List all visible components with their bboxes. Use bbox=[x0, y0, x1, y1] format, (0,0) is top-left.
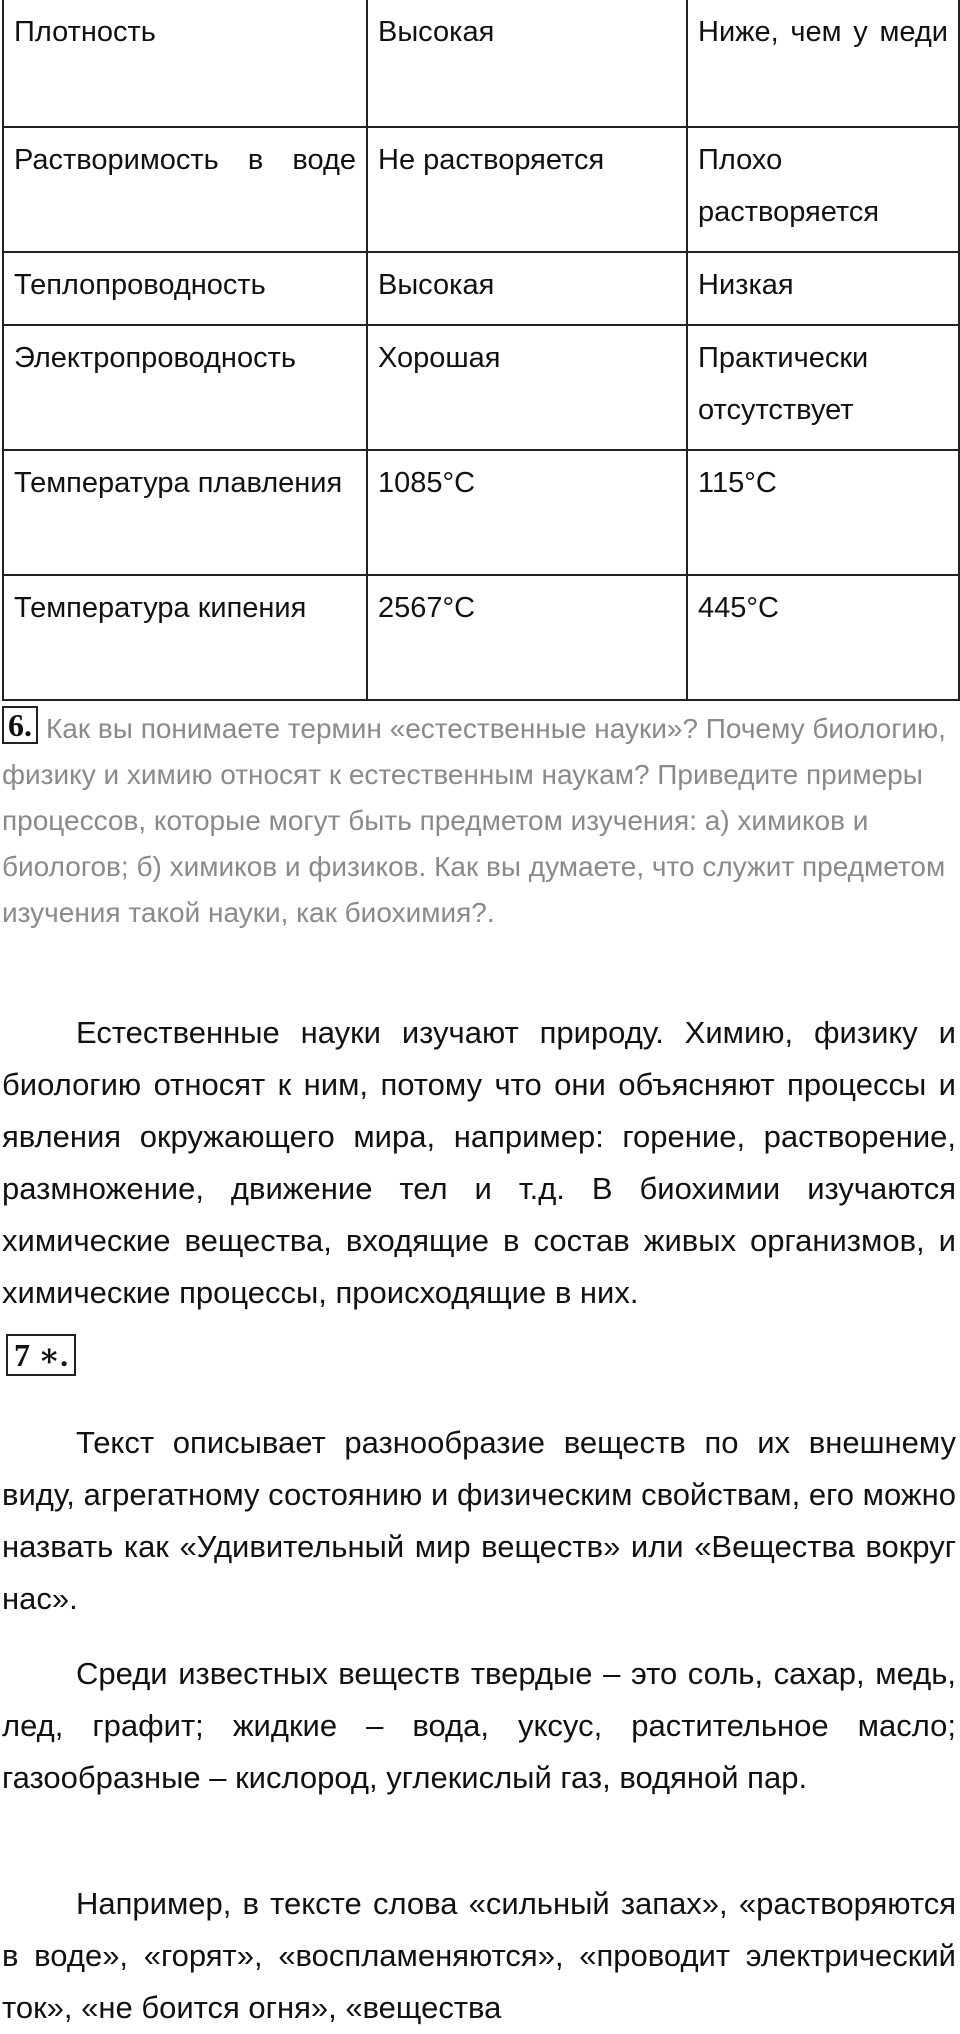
answer-paragraph: Например, в тексте слова «сильный запах», «растворяются в воде», «горят», «воспламеняются», «проводит электрический ток», «не боится огня», «вещества bbox=[2, 1886, 956, 2025]
table-row bbox=[3, 450, 959, 575]
table-cell-value-b: Плохо растворяется bbox=[687, 127, 959, 252]
table-cell-property: Температура кипения bbox=[3, 575, 367, 700]
table-row bbox=[3, 575, 959, 700]
question-text: Как вы понимаете термин «естественные науки»? Почему биологию, физику и химию относят к естественным наукам? Приведите примеры процессов, которые могут быть предметом изучения: а) химиков и биологов; б) химиков и физиков. Как вы думаете, что служит предметом изучения такой науки, как биохимия?. bbox=[2, 713, 946, 928]
table-cell-property: Электропроводность bbox=[3, 325, 367, 450]
table-cell-value-b: Практически отсутствует bbox=[687, 325, 959, 450]
question-number-box: 6. bbox=[2, 706, 38, 744]
table-cell-value-b: 445°С bbox=[687, 575, 959, 700]
answer-paragraph: Среди известных веществ твердые – это соль, сахар, медь, лед, графит; жидкие – вода, уксус, растительное масло; газообразные – кислород, углекислый газ, водяной пар. bbox=[2, 1656, 956, 1795]
table-row bbox=[3, 127, 959, 252]
table-cell-value-a: Высокая bbox=[367, 0, 687, 127]
table-cell-value-b: Ниже, чем у меди bbox=[687, 0, 959, 127]
table-cell-value-a: 2567°С bbox=[367, 575, 687, 700]
table-cell-property: Теплопроводность bbox=[3, 252, 367, 325]
question-6 bbox=[2, 706, 954, 936]
table-row bbox=[3, 325, 959, 450]
question-7 bbox=[6, 1334, 76, 1376]
question-number-box: 7 ∗. bbox=[6, 1334, 76, 1376]
answer-paragraph: Естественные науки изучают природу. Химию, физику и биологию относят к ним, потому что они объясняют процессы и явления окружающего мира, например: горение, растворение, размножение, движение тел и т.д. В биохимии изучаются химические вещества, входящие в состав живых организмов, и химические процессы, происходящие в них. bbox=[2, 1015, 956, 1310]
table-cell-value-a: 1085°С bbox=[367, 450, 687, 575]
table-cell-value-a: Хорошая bbox=[367, 325, 687, 450]
table-cell-value-a: Высокая bbox=[367, 252, 687, 325]
table-cell-property: Растворимость в воде bbox=[3, 127, 367, 252]
table-cell-value-b: Низкая bbox=[687, 252, 959, 325]
properties-table bbox=[2, 0, 960, 701]
table-cell-value-a: Не растворяется bbox=[367, 127, 687, 252]
table-cell-value-b: 115°С bbox=[687, 450, 959, 575]
table-cell-property: Температура плавления bbox=[3, 450, 367, 575]
table-row bbox=[3, 252, 959, 325]
table-row bbox=[3, 0, 959, 127]
table-cell-property: Плотность bbox=[3, 0, 367, 127]
answer-paragraph: Текст описывает разнообразие веществ по их внешнему виду, агрегатному состоянию и физическим свойствам, его можно назвать как «Удивительный мир веществ» или «Вещества вокруг нас». bbox=[2, 1425, 956, 1616]
